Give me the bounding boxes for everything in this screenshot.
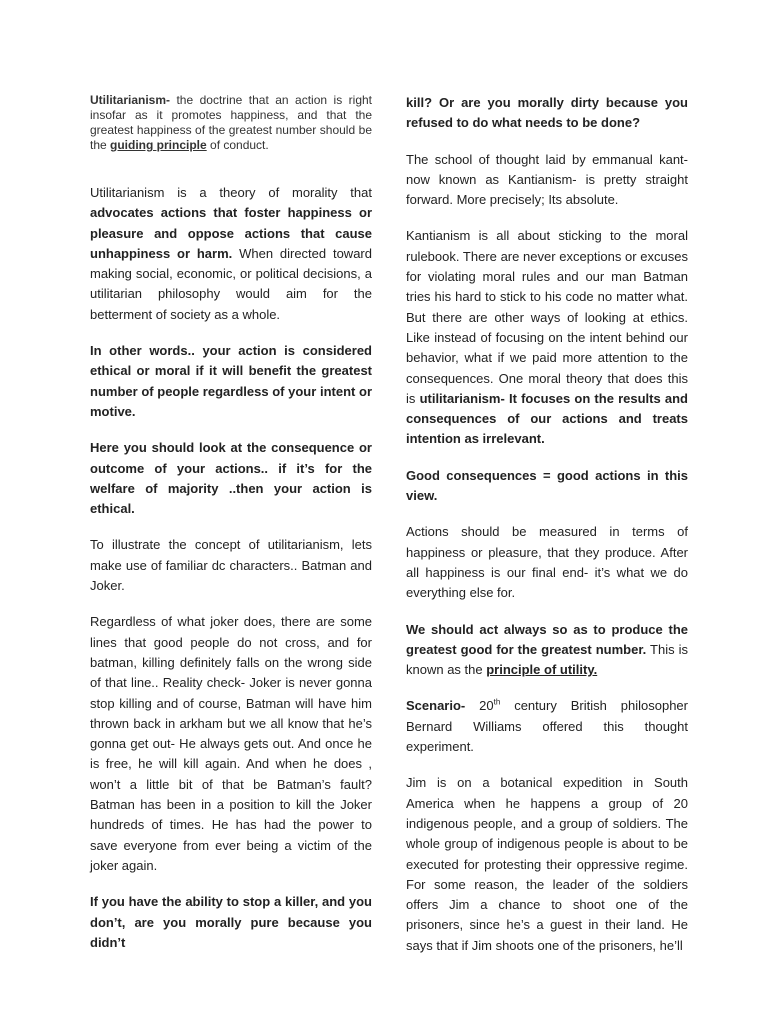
paragraph-bold-text: - It focuses on the results and consequences of our actions and treats intention as irrelevant.: [406, 390, 689, 447]
principle-of-utility-emphasis: principle of utility.: [486, 662, 598, 678]
paragraph: [406, 696, 688, 757]
paragraph: The school of thought laid by emmanual kant- now known as Kantianism- is pretty straight forward. More precisely; Its absolute.: [406, 151, 688, 208]
ordinal-superscript: th: [493, 698, 501, 708]
left-column: [90, 93, 372, 969]
paragraph-text: century British philosopher Bernard Williams offered this thought experiment.: [406, 698, 688, 755]
paragraph-text: Utilitarianism is a theory of morality that: [90, 185, 372, 200]
right-column: [406, 93, 688, 972]
paragraph-bold-text: utilitarianism: [419, 390, 501, 406]
paragraph: [90, 183, 372, 325]
paragraph: [406, 620, 688, 681]
definition-text: the doctrine that an action is right insofar as it promotes happiness, and that the greatest happiness of the greatest number should be the: [90, 93, 372, 152]
paragraph-text: 20: [465, 698, 494, 714]
paragraph: Good consequences = good actions in this view.: [406, 467, 688, 504]
paragraph: In other words.. your action is considered ethical or moral if it will benefit the greatest number of people regardless of your intent or motive.: [90, 343, 372, 419]
paragraph-text: When directed toward making social, economic, or political decisions, a utilitarian philosophy would aim for the betterment of society as a whole.: [90, 245, 372, 322]
paragraph-text: Kantianism is all about sticking to the moral rulebook. There are never exceptions or excuses for violating moral rules and our man Batman tries his hard to stick to his code no matter what. But there are other ways of looking at ethics. Like instead of focusing on the intent behind our behavior, what if we paid more attention to the consequences. One moral theory that does this is: [406, 228, 688, 406]
definition-term: Utilitarianism-: [90, 93, 171, 107]
definition-text-end: of conduct.: [206, 138, 269, 152]
paragraph: kill? Or are you morally dirty because you refused to do what needs to be done?: [406, 95, 688, 131]
paragraph-text: This is known as the: [406, 641, 689, 678]
paragraph: If you have the ability to stop a killer, and you don’t, are you morally pure because you didn’t: [90, 894, 372, 950]
definition-paragraph: [90, 93, 372, 153]
paragraph: [406, 226, 688, 449]
paragraph: Here you should look at the consequence or outcome of your actions.. if it’s for the welfare of majority ..then your action is ethical.: [90, 440, 372, 517]
paragraph-bold-text: We should act always so as to produce the greatest good for the greatest number.: [406, 621, 688, 657]
paragraph: Regardless of what joker does, there are some lines that good people do not cross, and for batman, killing definitely falls on the wrong side of that line.. Reality check- Joker is never gonna stop killing and of course, Batman will have him thrown back in arkham but we all know that he’s gonna get out- He always gets out. And once he is free, he will kill again. And when he does , won’t a little bit of that be Batman’s fault? Batman has been in a position to kill the Joker hundreds of times. He has had the power to save everyone from ever being a victim of the joker again.: [90, 614, 372, 873]
paragraph-bold-text: advocates actions that foster happiness or pleasure and oppose actions that cause unhappiness or harm.: [90, 205, 372, 261]
paragraph: To illustrate the concept of utilitarianism, lets make use of familiar dc characters.. Batman and Joker.: [90, 537, 372, 594]
paragraph: Actions should be measured in terms of happiness or pleasure, that they produce. After all happiness is our final end- it’s what we do everything else for.: [406, 524, 688, 601]
paragraph: Jim is on a botanical expedition in South America when he happens a group of 20 indigenous people, and a group of soldiers. The whole group of indigenous people is about to be executed for protesting their oppressive regime. For some reason, the leader of the soldiers offers Jim a chance to shoot one of the prisoners, since he’s a guest in their land. He says that if Jim shoots one of the prisoners, he’ll: [406, 775, 688, 953]
guiding-principle-emphasis: guiding principle: [110, 138, 207, 152]
scenario-label: Scenario-: [406, 698, 466, 714]
